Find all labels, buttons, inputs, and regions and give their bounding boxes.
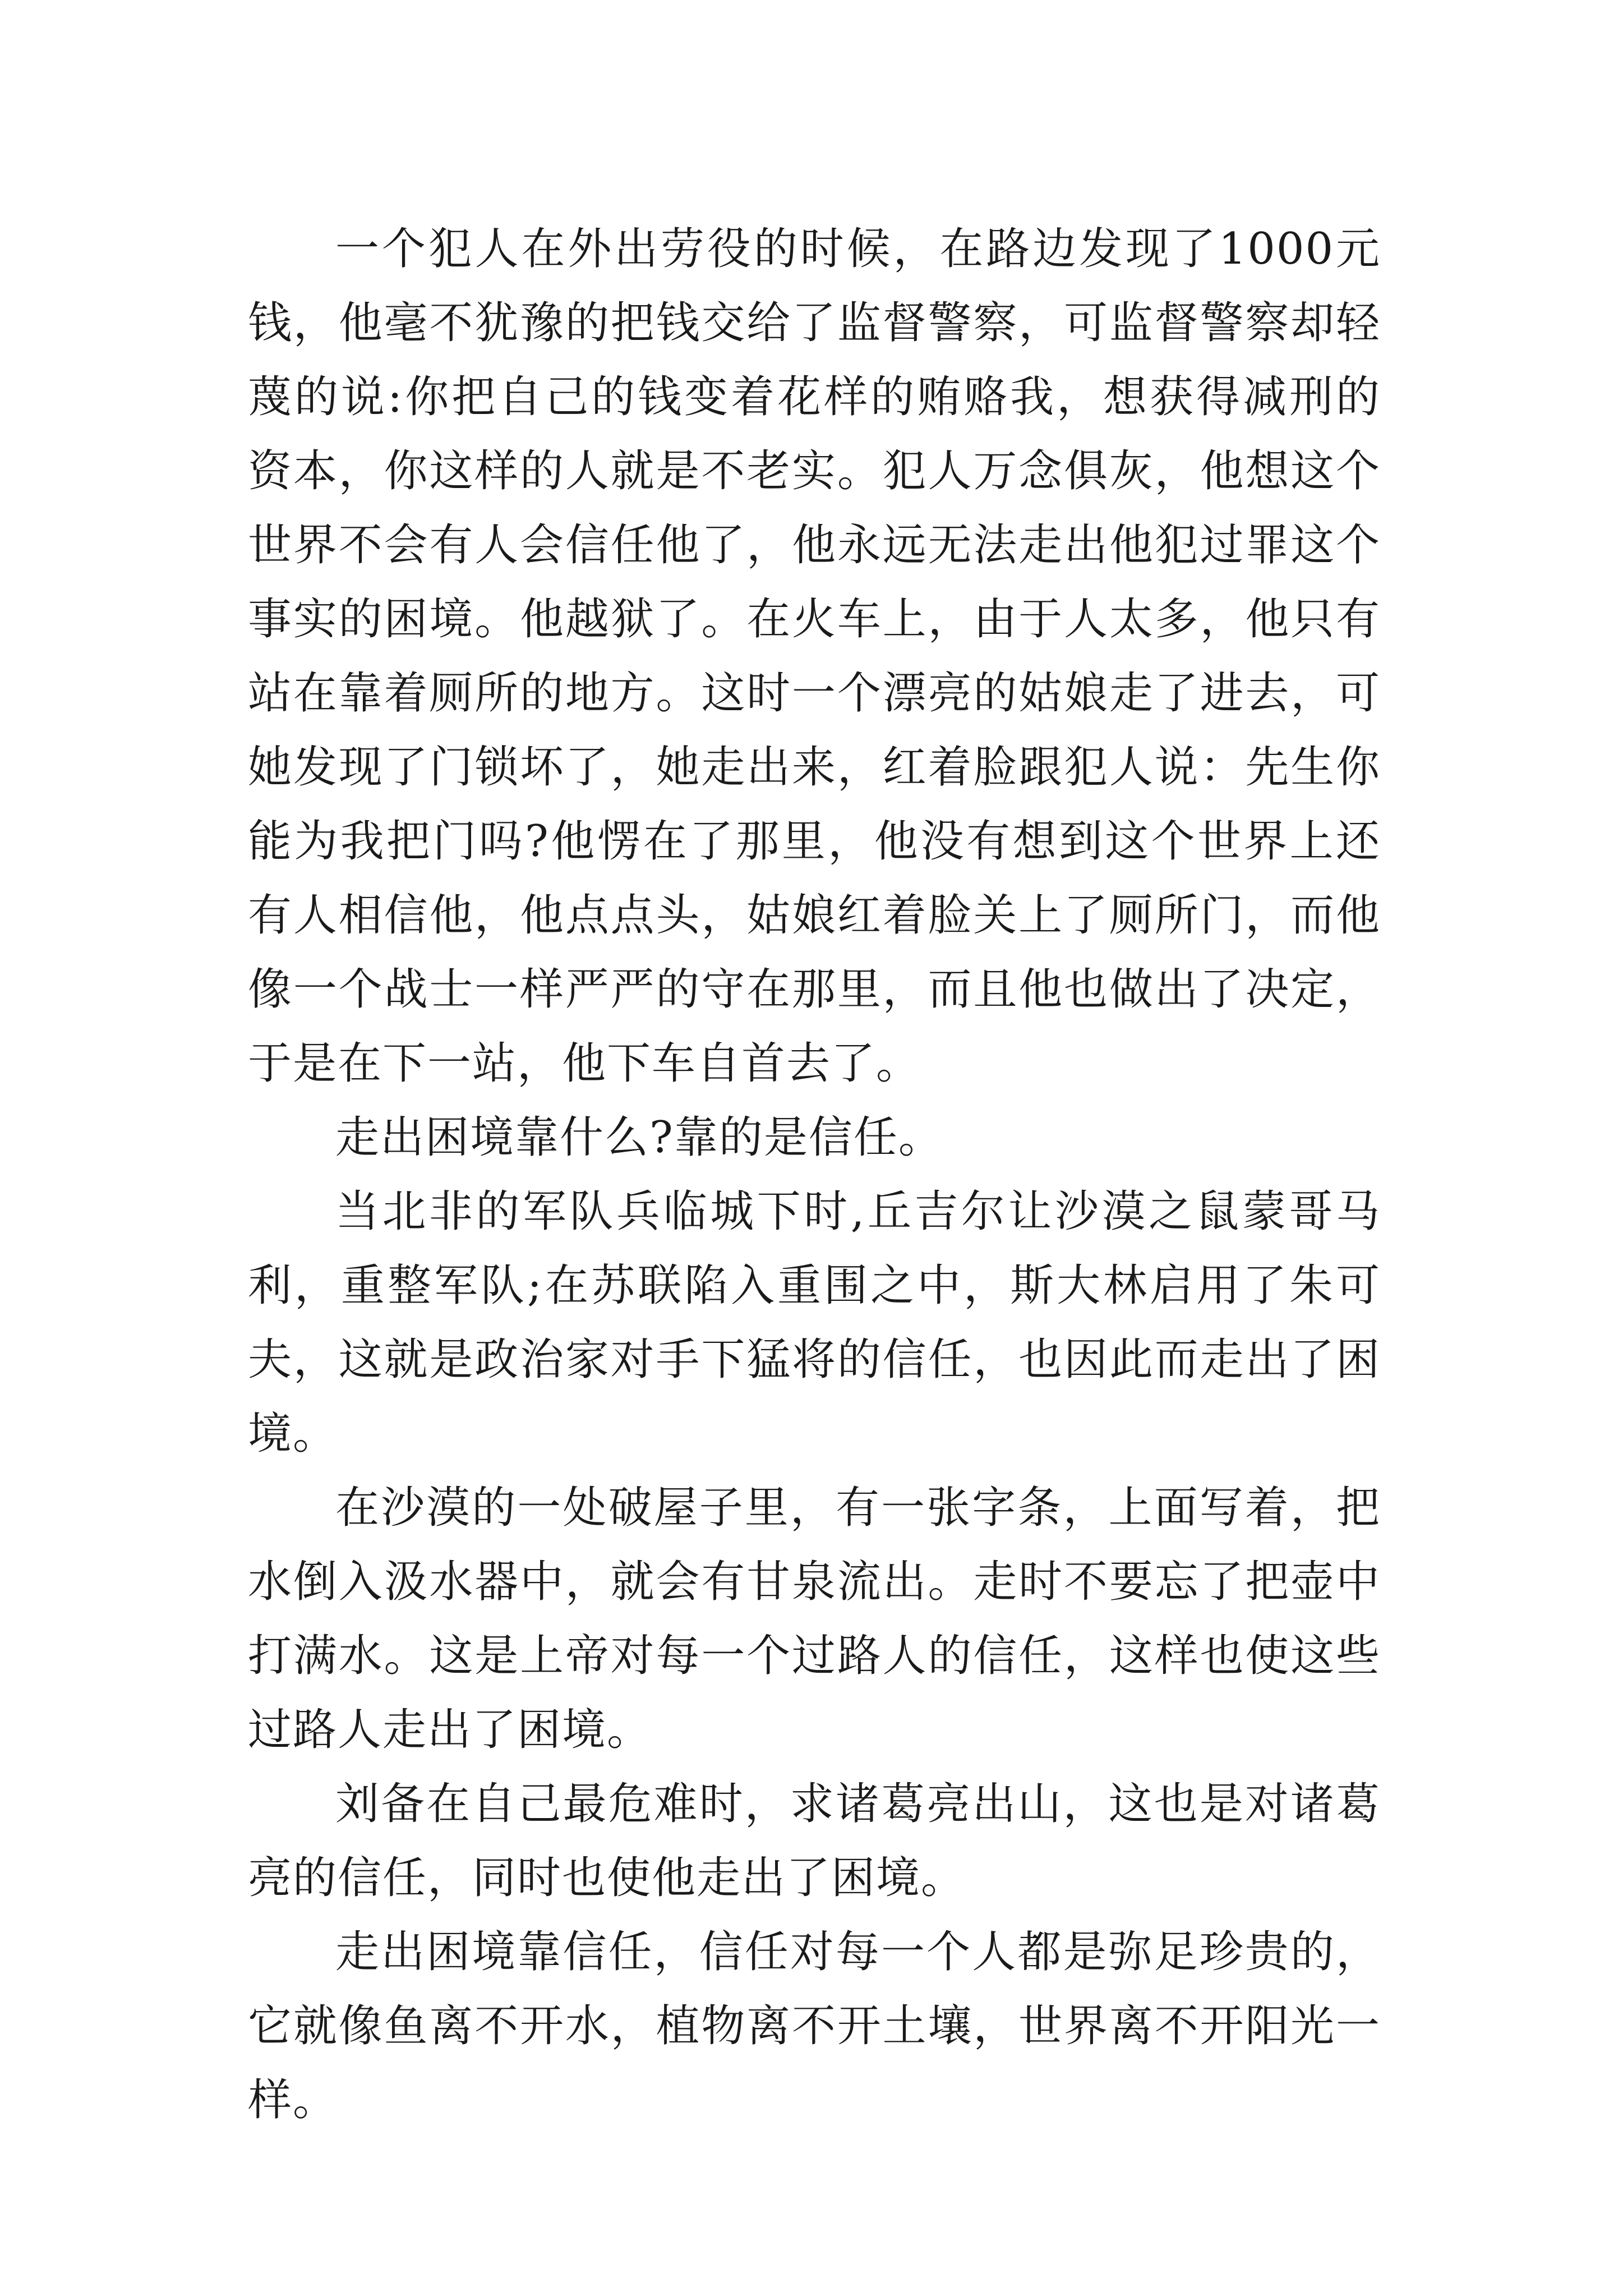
paragraph-desert-note: 在沙漠的一处破屋子里，有一张字条，上面写着，把水倒入汲水器中，就会有甘泉流出。走时不要忘了把壶中打满水。这是上帝对每一个过路人的信任，这样也使这些过路人走出了困境。 [248,1483,1381,1755]
paragraph-question: 走出困境靠什么?靠的是信任。 [335,1112,943,1163]
paragraph-politicians: 当北非的军队兵临城下时,丘吉尔让沙漠之鼠蒙哥马利，重整军队;在苏联陷入重围之中，斯大林启用了朱可夫，这就是政治家对手下猛将的信任，也因此而走出了困境。 [248,1186,1381,1459]
document-body [248,212,1381,2137]
paragraph-conclusion: 走出困境靠信任，信任对每一个人都是弥足珍贵的，它就像鱼离不开水，植物离不开土壤，世界离不开阳光一样。 [248,1927,1381,2125]
paragraph-liu-bei: 刘备在自己最危难时，求诸葛亮出山，这也是对诸葛亮的信任，同时也使他走出了困境。 [248,1779,1381,1903]
paragraph-prisoner-story: 一个犯人在外出劳役的时候，在路边发现了1000元钱，他毫不犹豫的把钱交给了监督警察，可监督警察却轻蔑的说:你把自己的钱变着花样的贿赂我，想获得减刑的资本，你这样的人就是不老实。犯人万念俱灰，他想这个世界不会有人会信任他了，他永远无法走出他犯过罪这个事实的困境。他越狱了。在火车上，由于人太多，他只有站在靠着厕所的地方。这时一个漂亮的姑娘走了进去，可她发现了门锁坏了，她走出来，红着脸跟犯人说：先生你能为我把门吗?他愣在了那里，他没有想到这个世界上还有人相信他，他点点头，姑娘红着脸关上了厕所门，而他像一个战士一样严严的守在那里，而且他也做出了决定，于是在下一站，他下车自首去了。 [248,224,1381,1089]
